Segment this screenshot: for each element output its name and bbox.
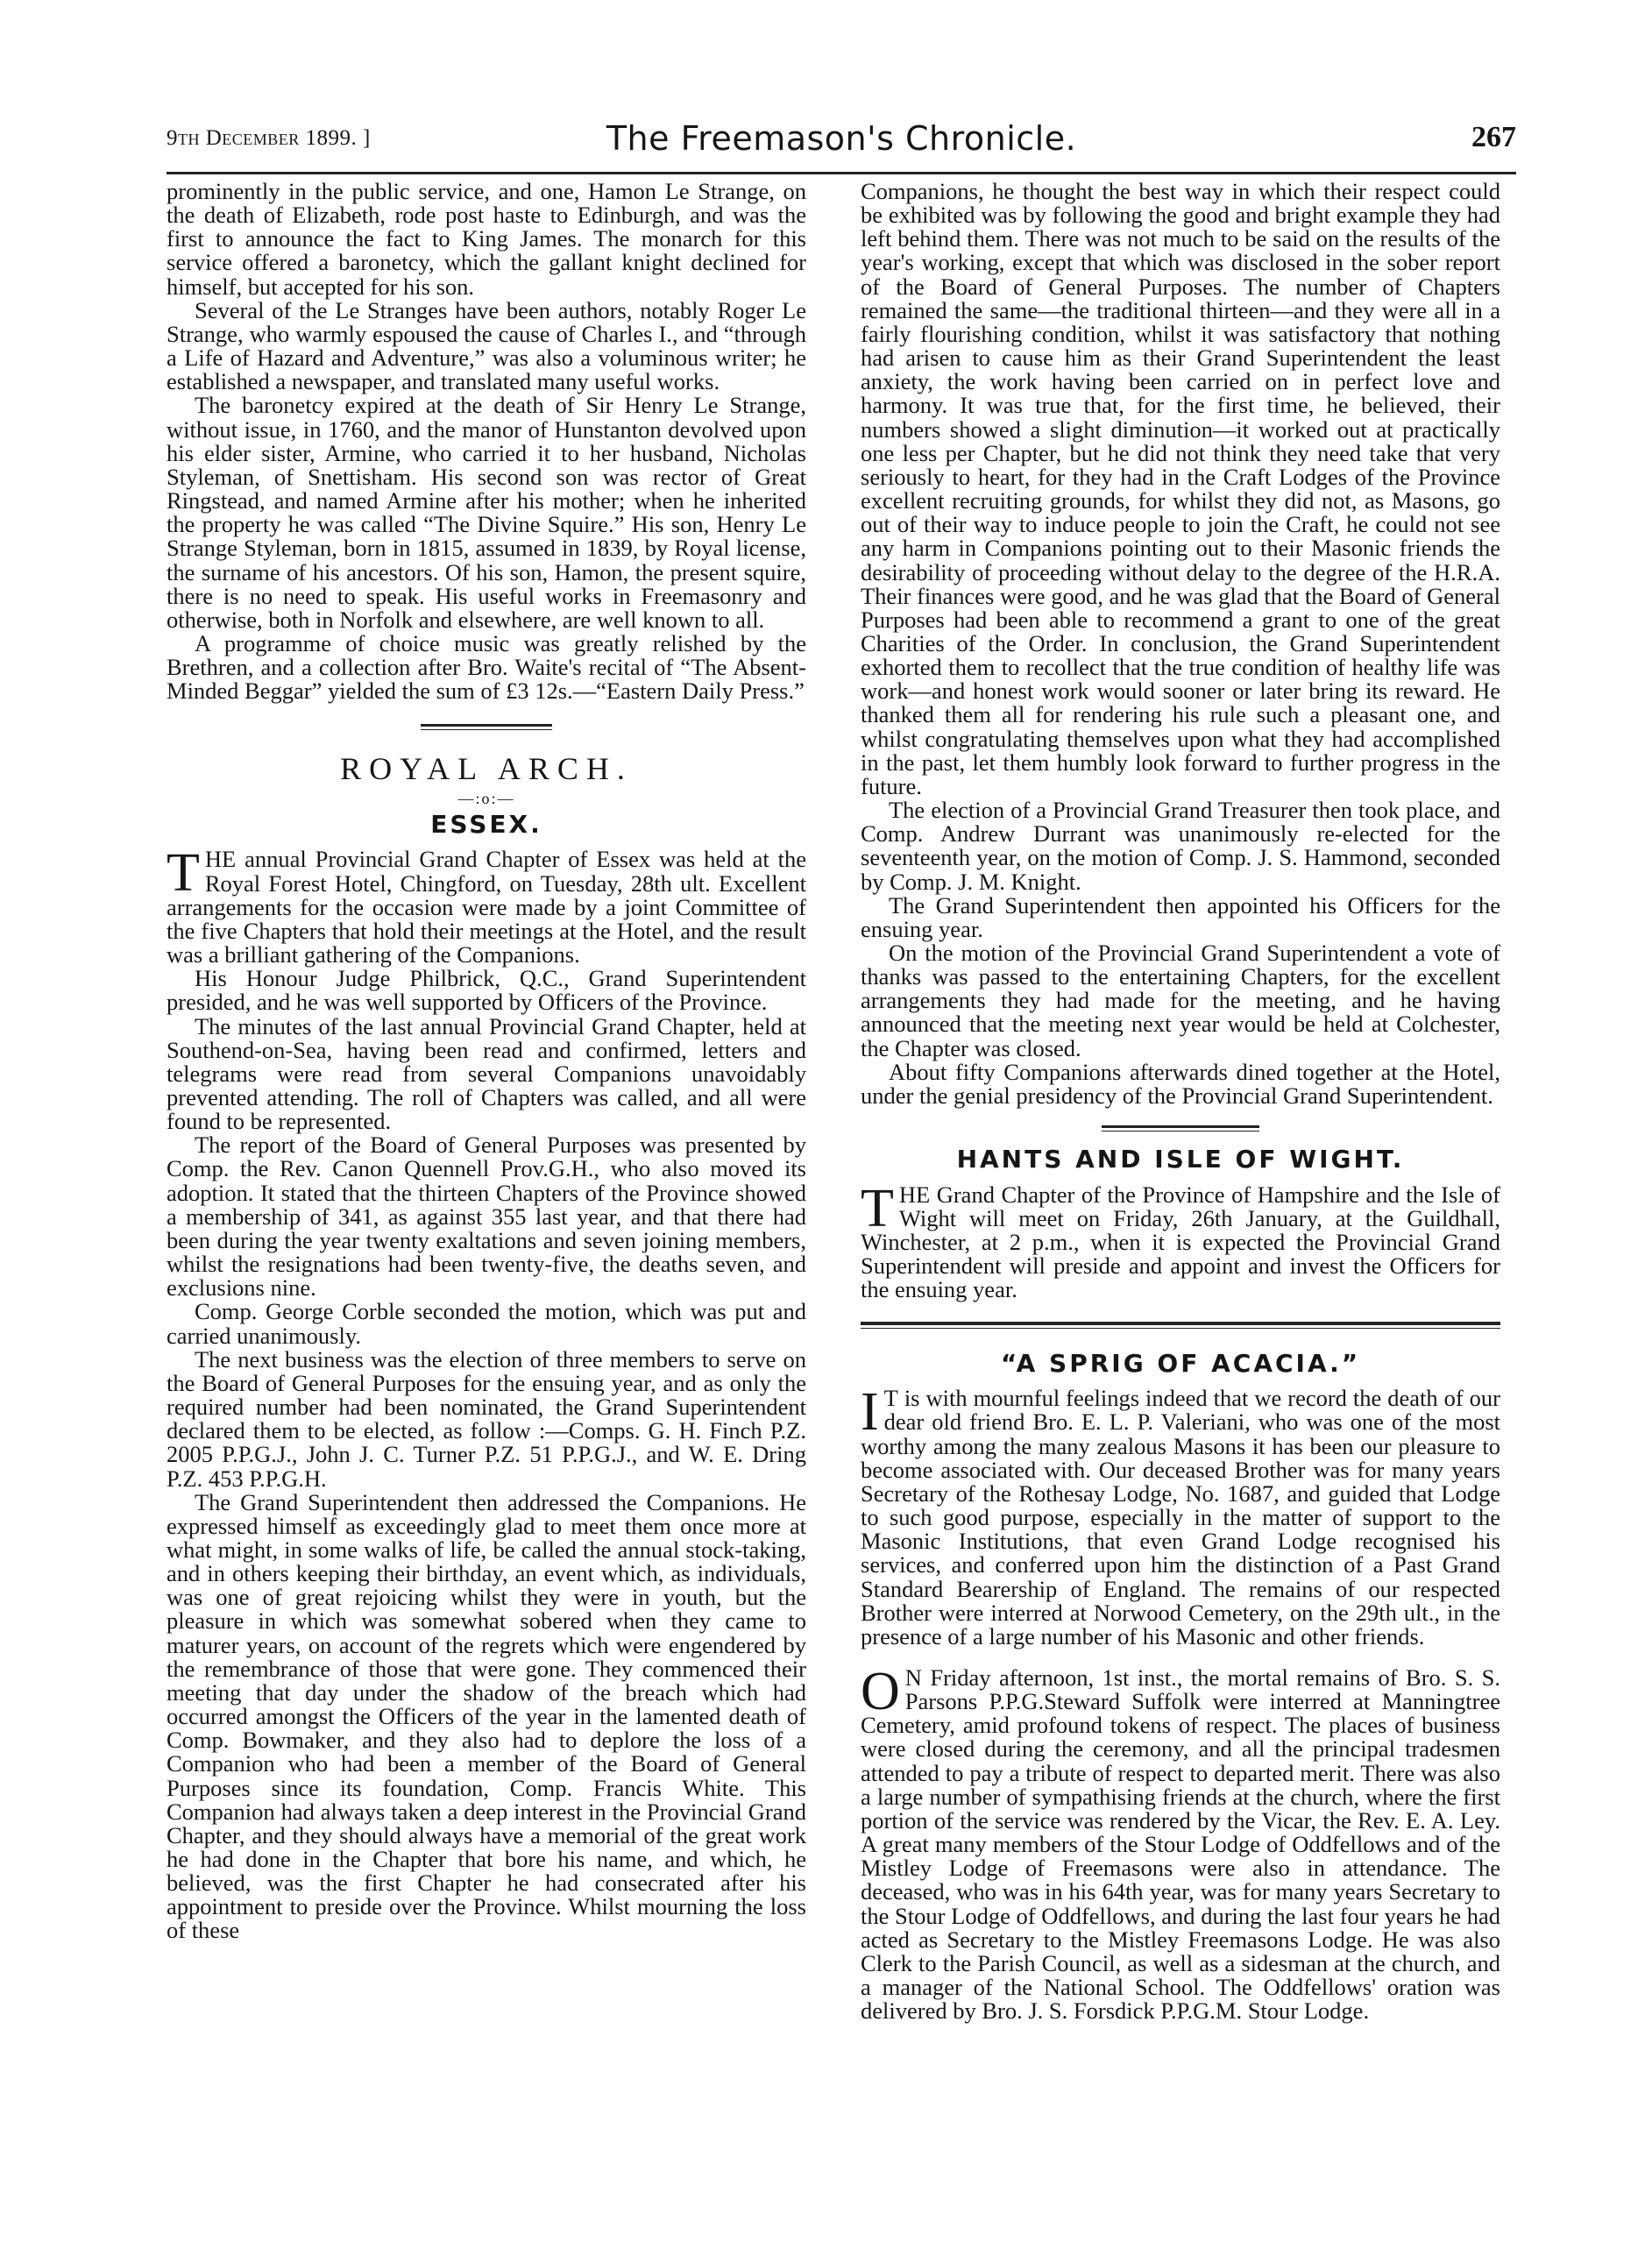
lead-caps: T	[883, 1385, 898, 1412]
lead-paragraph	[861, 1382, 1500, 1649]
article-paragraph: His Honour Judge Philbrick, Q.C., Grand Superintendent presided, and he was well supported by Officers of the Province.	[167, 965, 806, 1016]
paragraph-spacer	[861, 1649, 1500, 1666]
drop-cap: O	[861, 1661, 900, 1721]
page-number: 267	[1471, 121, 1516, 153]
article-paragraph: prominently in the public service, and one, Hamon Le Strange, on the death of Elizabeth, rode post haste to Edinburgh, and was the first to announce the fact to King James. The monarch for this service offered a baronetcy, which the gallant knight declined for himself, but accepted for his son.	[167, 178, 806, 300]
section-ornament: —:o:—	[457, 790, 515, 808]
article-paragraph: A programme of choice music was greatly relished by the Brethren, and a collection after Bro. Waite's recital of “The Absent-Minded Beggar” yielded the sum of £3 12s.—“Eastern Daily Press.”	[167, 629, 806, 705]
lead-caps: HE	[898, 1181, 931, 1208]
right-column	[861, 180, 1500, 2023]
section-divider	[1102, 1125, 1259, 1132]
article-paragraph: The Grand Superintendent then addressed the Companions. He expressed himself as exceedingly glad to meet them once more at what might, in some walks of life, be called the annual stock-taking, and in others keeping their birthday, an event which, as individuals, was one of great rejoicing whilst they were in youth, but the pleasure in which was somewhat sobered when they came to maturer years, on account of the regrets which were engendered by the remembrance of those that were gone. They commenced their meeting that day under the shadow of the breach which had occurred amongst the Officers of the year in the lamented death of Comp. Bowmaker, and they also had to deplore the loss of a Companion who had been a member of the Board of General Purposes since its foundation, Comp. Francis White. This Companion had always taken a deep interest in the Provincial Grand Chapter, and they should always have a memorial of the great work he had done in the Chapter that bore his name, and which, he believed, was the first Chapter he had consecrated after his appointment to preside over the Province. Whilst mourning the loss of these	[167, 1488, 806, 1944]
issue-date: 9th December 1899. ]	[167, 126, 371, 150]
publication-title: The Freemason's Chronicle.	[606, 119, 1077, 158]
lead-text: annual Provincial Grand Chapter of Essex was held at the Royal Forest Hotel, Chingford, on Tuesday, 28th ult. Excellent arrangements for the occasion were made by a joint Committee of the five Chapters that hold their meetings at the Hotel, and the result was a brilliant gathering of the Companions.	[167, 846, 806, 968]
article-paragraph: On the motion of the Provincial Grand Superintendent a vote of thanks was passed to the entertaining Chapters, for the excellent arrangements they had made for the meeting, and he having announced that the meeting next year would be held at Colchester, the Chapter was closed.	[861, 940, 1500, 1061]
section-title-hants: HANTS AND ISLE OF WIGHT.	[956, 1145, 1405, 1174]
lead-caps: N	[904, 1664, 922, 1691]
article-paragraph: The next business was the election of three members to serve on the Board of General Purposes for the ensuing year, and as only the required number had been nominated, the Grand Superintendent declared them to be elected, as follow :—Comps. G. H. Finch P.Z. 2005 P.P.G.J., John J. C. Turner P.Z. 51 P.P.G.J., and W. E. Dring P.Z. 453 P.P.G.H.	[167, 1345, 806, 1492]
article-paragraph: Companions, he thought the best way in which their respect could be exhibited was by following the good and bright example they had left behind them. There was not much to be said on the results of the year's working, except that which was disclosed in the sober report of the Board of General Purposes. The number of Chapters remained the same—the traditional thirteen—and they were all in a fairly flourishing condition, whilst it was satisfactory that nothing had arisen to cause him as their Grand Superintendent the least anxiety, the work having been carried on in perfect love and harmony. It was true that, for the first time, he believed, their numbers showed a slight diminution—it worked out at practically one less per Chapter, but he did not think they need take that very seriously to heart, for they had in the Craft Lodges of the Province excellent recruiting grounds, for whilst they did not, as Masons, go out of their way to induce people to join the Craft, he could not see any harm in Companions pointing out to their Masonic friends the desirability of proceeding without delay to the degree of the H.R.A. Their finances were good, and he was glad that the Board of General Purposes had been able to recommend a grant to one of the great Charities of the Order. In conclusion, the Grand Superintendent exhorted them to recollect that the true condition of healthy life was work—and honest work would sooner or later bring its reward. He thanked them all for rendering his rule such a pleasant one, and whilst congratulating themselves upon what they had accomplished in the past, let them humbly look forward to further progress in the future.	[861, 178, 1500, 799]
lead-text: is with mournful feelings indeed that we record the death of our dear old friend Bro. E. L. P. Valeriani, who was one of the most worthy among the many zealous Masons it has been our pleasure to become associated with. Our deceased Brother was for many years Secretary of the Rothesay Lodge, No. 1687, and guided that Lodge to such good purpose, especially in the matter of support to the Masonic Institutions, that even Grand Lodge recognised his services, and conferred upon him the distinction of a Past Grand Standard Bearership of England. The remains of our respected Brother were interred at Norwood Cemetery, on the 29th ult., in the presence of a large number of his Masonic and other friends.	[861, 1385, 1500, 1649]
lead-text: Grand Chapter of the Province of Hampshire and the Isle of Wight will meet on Friday, 26th January, at the Guildhall, Winchester, at 2 p.m., when it is expected the Provincial Grand Superintendent will preside and appoint and invest the Officers for the ensuing year.	[861, 1181, 1500, 1303]
lead-caps: HE	[204, 846, 237, 873]
section-divider	[421, 724, 552, 730]
lead-text: Friday afternoon, 1st inst., the mortal remains of Bro. S. S. Parsons P.P.G.Steward Suffolk were interred at Manningtree Cemetery, amid profound tokens of respect. The places of business were closed during the ceremony, and all the principal tradesmen attended to pay a tribute of respect to departed merit. There was also a large number of sympathising friends at the church, where the first portion of the service was rendered by the Vicar, the Rev. E. A. Ley. A great many members of the Stour Lodge of Oddfellows and of the Mistley Lodge of Freemasons were also in attendance. The deceased, who was in his 64th year, was for many years Secretary to the Stour Lodge of Oddfellows, and during the last four years he had acted as Secretary to the Mistley Freemasons Lodge. He was also Clerk to the Parish Council, as well as a sidesman at the church, and a manager of the National School. The Oddfellows' oration was delivered by Bro. J. S. Forsdick P.P.G.M. Stour Lodge.	[861, 1664, 1500, 2025]
article-paragraph: About fifty Companions afterwards dined together at the Hotel, under the genial presidency of the Provincial Grand Superintendent.	[861, 1058, 1500, 1109]
article-paragraph: The Grand Superintendent then appointed his Officers for the ensuing year.	[861, 891, 1500, 942]
drop-cap: T	[861, 1178, 894, 1238]
section-title-royal-arch: ROYAL ARCH.	[340, 751, 633, 787]
page-header	[167, 119, 1516, 168]
subsection-title-essex: ESSEX.	[430, 809, 542, 839]
section-divider-full	[861, 1322, 1500, 1329]
header-rule	[167, 172, 1516, 174]
article-paragraph: Comp. George Corble seconded the motion, which was put and carried unanimously.	[167, 1298, 806, 1349]
lead-paragraph	[167, 843, 806, 968]
article-paragraph: Several of the Le Stranges have been authors, notably Roger Le Strange, who warmly espoused the cause of Charles I., and “through a Life of Hazard and Adventure,” was also a voluminous writer; he established a newspaper, and translated many useful works.	[167, 296, 806, 395]
lead-paragraph	[861, 1661, 1500, 2025]
article-paragraph: The baronetcy expired at the death of Sir Henry Le Strange, without issue, in 1760, and the manor of Hunstanton devolved upon his elder sister, Armine, who carried it to her husband, Nicholas Styleman, of Snettisham. His second son was rector of Great Ringstead, and named Armine after his mother; when he inherited the property he was called “The Divine Squire.” His son, Henry Le Strange Styleman, born in 1815, assumed in 1839, by Royal license, the surname of his ancestors. Of his son, Hamon, the present squire, there is no need to speak. His useful works in Freemasonry and otherwise, both in Norfolk and elsewhere, are well known to all.	[167, 392, 806, 633]
article-paragraph: The report of the Board of General Purposes was presented by Comp. the Rev. Canon Quennell Prov.G.H., who also moved its adoption. It stated that the thirteen Chapters of the Province showed a membership of 341, as against 355 last year, and that there had been during the year twenty exaltations and seven joining members, whilst the resignations had been twenty-five, the deaths seven, and exclusions nine.	[167, 1132, 806, 1302]
lead-paragraph	[861, 1178, 1500, 1303]
drop-cap: I	[861, 1382, 879, 1443]
article-paragraph: The minutes of the last annual Provincial Grand Chapter, held at Southend-on-Sea, having been read and confirmed, letters and telegrams were read from several Companions unavoidably prevented attending. The roll of Chapters was called, and all were found to be represented.	[167, 1012, 806, 1135]
article-paragraph: The election of a Provincial Grand Treasurer then took place, and Comp. Andrew Durrant was unanimously re-elected for the seventeenth year, on the motion of Comp. J. S. Hammond, seconded by Comp. J. M. Knight.	[861, 797, 1500, 895]
drop-cap: T	[167, 843, 200, 904]
left-column	[167, 180, 806, 1943]
section-title-acacia: “A SPRIG OF ACACIA.”	[1000, 1348, 1361, 1378]
